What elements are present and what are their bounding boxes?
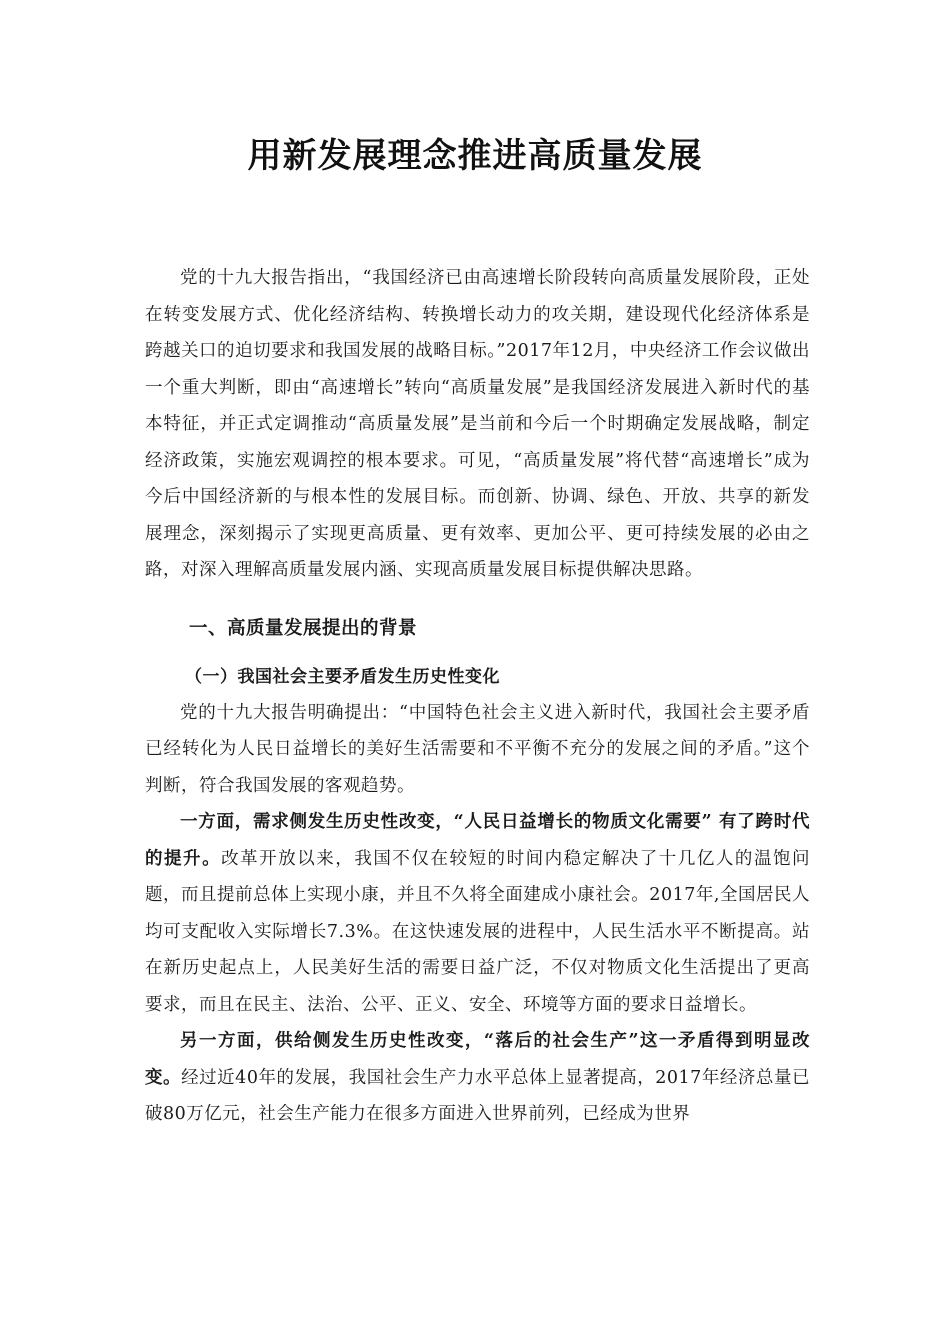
body-paragraph bbox=[145, 1023, 810, 1133]
intro-paragraph: 党的十九大报告指出，“我国经济已由高速增长阶段转向高质量发展阶段，正处在转变发展方式、优化经济结构、转换增长动力的攻关期，建设现代化经济体系是跨越关口的迫切要求和我国发展的战略目标。”2017年12月，中央经济工作会议做出一个重大判断，即由“高速增长”转向“高质量发展”是我国经济发展进入新时代的基本特征，并正式定调推动“高质量发展”是当前和今后一个时期确定发展战略，制定经济政策，实施宏观调控的根本要求。可见，“高质量发展”将代替“高速增长”成为今后中国经济新的与根本性的发展目标。而创新、协调、绿色、开放、共享的新发展理念，深刻揭示了实现更高质量、更有效率、更加公平、更可持续发展的必由之路，对深入理解高质量发展内涵、实现高质量发展目标提供解决思路。 bbox=[145, 268, 810, 580]
body-paragraph bbox=[145, 804, 810, 1023]
document-title: 用新发展理念推进高质量发展 bbox=[247, 136, 703, 176]
document-body bbox=[145, 260, 810, 1133]
paragraph-lead-bold: 另一方面，供给侧发生历史性改变，“落后的社会生产”这一矛盾得到明显改变。 bbox=[145, 1031, 810, 1088]
paragraph-lead-bold: 一方面，需求侧发生历史性改变，“人民日益增长的物质文化需要” 有了跨时代的提升。 bbox=[145, 812, 810, 869]
section-heading: 一、高质量发展提出的背景 bbox=[189, 617, 418, 639]
paragraph-text: 改革开放以来，我国不仅在较短的时间内稳定解决了十几亿人的温饱问题，而且提前总体上实现小康，并且不久将全面建成小康社会。2017年,全国居民人均可支配收入实际增长7.3%。在这快速发展的进程中，人民生活水平不断提高。站在新历史起点上，人民美好生活的需要日益广泛，不仅对物质文化生活提出了更高要求，而且在民主、法治、公平、正义、安全、环境等方面的要求日益增长。 bbox=[145, 848, 811, 1015]
body-paragraph: 党的十九大报告明确提出：“中国特色社会主义进入新时代，我国社会主要矛盾已经转化为人民日益增长的美好生活需要和不平衡不充分的发展之间的矛盾。”这个判断，符合我国发展的客观趋势。 bbox=[145, 702, 810, 796]
paragraph-text: 经过近40年的发展，我国社会生产力水平总体上显著提高，2017年经济总量已破80万亿元，社会生产能力在很多方面进入世界前列，已经成为世界 bbox=[145, 1067, 810, 1124]
subsection-heading: （一）我国社会主要矛盾发生历史性变化 bbox=[185, 666, 500, 687]
